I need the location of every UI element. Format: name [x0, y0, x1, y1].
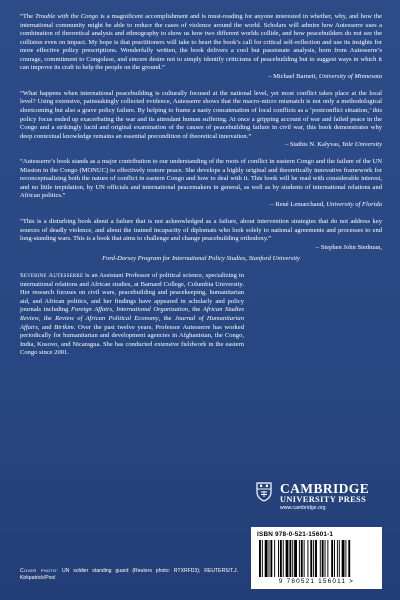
author-bio: Severine Autesserre is an Assistant Professor of political science, specializing in international relations and African studies, at Barnard College, Columbia University. Her research focuses on civil wars, peacebuilding and peacekeeping, humanitarian aid, and African politics, and her findings have appeared in scholarly and policy journals including Foreign Affairs, International Organization, the African Studies Review, the Review of African Political Economy, the Journal of Humanitarian Affairs, and Birikim. Over the past twelve years, Professor Autesserre has worked periodically for humanitarian and development agencies in Afghanistan, the Congo, India, Kosovo, and Nicaragua. She has conducted extensive fieldwork in the eastern Congo since 2001. — [20, 272, 244, 357]
author-name: Severine Autesserre — [20, 272, 84, 280]
barcode-icon — [259, 540, 375, 577]
cover-text — [20, 13, 382, 358]
isbn-text: ISBN 978-0-521-15601-1 — [257, 531, 334, 538]
cover-photo-credit: Cover photo: UN soldier standing guard (Reuters photo: RTXRFD3); REUTERS/T.J. Kirkpatrick/Pool — [20, 568, 238, 581]
barcode-number: 9 780521 156011 > — [278, 578, 355, 585]
publisher-url: www.cambridge.org — [280, 505, 326, 511]
review-quote-kalyvas — [20, 90, 382, 150]
cambridge-shield-icon — [256, 482, 272, 502]
review-quote-lemarchand — [20, 158, 382, 209]
isbn-barcode — [251, 527, 382, 589]
publisher-logo — [256, 482, 376, 512]
quote-affiliation: Ford-Dorsey Program for International Policy Studies, Stanford University — [102, 255, 300, 263]
quote-text: “What happens when international peacebuilding is culturally focused at the national level, yet most conflict takes place at the local level? Using extensive, painstakingly collected evidence, Autesserre shows that the macro-micro mismatch is not only a methodological shortcoming but also a grave policy failure. By helping to frame a nasty concatenation of local conflicts as a ‘postconflict situation,’ this policy focus ended up exacerbating the war and its attendant human suffering. At once a gripping account of war and failed peace in the Congo and a strikingly lucid and original examination of the causes of peacebuilding failure in civil war, this book demonstrates why deep contextual knowledge remains an essential precondition of theoretical innovation.” — [20, 89, 382, 140]
quote-text: “This is a disturbing book about a failure that is not acknowledged as a failure, about intervention strategies that do not address key sources of deadly violence, and about the trained incapacity of diplomats who look solely to national agreements and processes to end long-standing wars. This is a book that aims to challenge and change peacebuilding orthodoxy.” — [20, 217, 382, 243]
publisher-wordmark: CAMBRIDGE UNIVERSITY PRESS www.cambridge.org — [280, 481, 370, 511]
review-quote-barnett — [20, 13, 382, 81]
quote-attribution: – Michael Barnett, University of Minnesota — [268, 72, 382, 80]
quote-attribution: – Stephen John Stedman, — [315, 243, 382, 251]
review-quote-stedman — [20, 218, 382, 264]
quote-attribution: – Stathis N. Kalyvas, Yale University — [284, 141, 382, 149]
quote-attribution: – René Lemarchand, University of Florida — [270, 200, 382, 208]
quote-text: “Autesserre’s book stands as a major contribution to our understanding of the roots of conflict in eastern Congo and the failure of the UN Mission in the Congo (MONUC) to effectively restore peace. She develops a highly original and theoretically innovative framework for reconceptualizing both the nature of conflict in eastern Congo and how to deal with it. This book will be read with considerable interest, and no little trepidation, by UN officials and international peacemakers in general, as well as by students of international relations and African politics.” — [20, 158, 382, 200]
quote-text: “The Trouble with the Congo is a magnificent accomplishment and is must-reading for anyone interested in whether, why, and how the international community might be able to reduce the cases of violence around the world. Scholars will admire how Autesserre uses a combination of theoretical analysis and ethnography to show us how two different worlds collide, and how peacebuilders do not see the collision even on impact. My hope is that practitioners will take to heart the book’s call for critical self-reflection and use its insights for more effective policy prescriptions. Wonderfully written, the book delivers a cool but passionate analysis, born from Autesserre’s courage, commitment to Congolese, and sincere desire not to simply identify criticisms of peacebuilding but to suggest ways in which it can improve its craft to help the people on the ground.” — [20, 13, 383, 72]
